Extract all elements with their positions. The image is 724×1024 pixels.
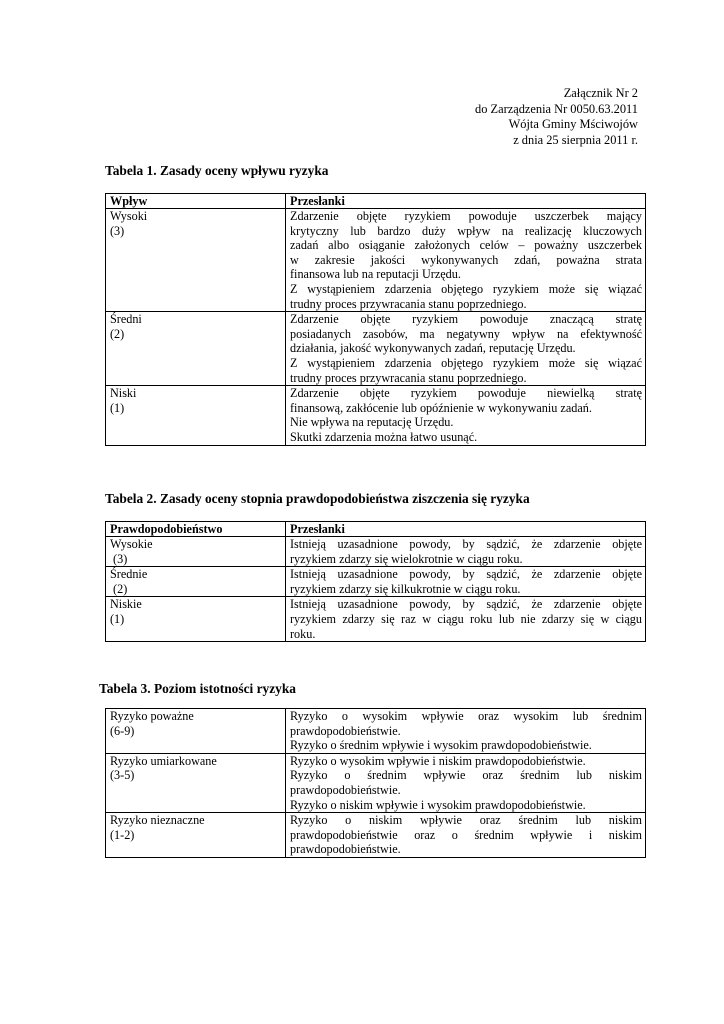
table2-row-level: Wysokie bbox=[110, 537, 153, 551]
table1 bbox=[105, 193, 646, 446]
table1-row-description-line: zadań albo osiąganie założonych celów – poważny uszczerbek bbox=[290, 238, 642, 253]
table1-row-description-line: trudny proces przywracania stanu poprzedniego. bbox=[290, 370, 527, 385]
table3-row-description-line: Ryzyko o średnim wpływie oraz średnim lub niskim bbox=[290, 768, 642, 783]
table2-header-row bbox=[106, 522, 646, 537]
table2-row-level: Niskie bbox=[110, 597, 142, 612]
table2-caption: Tabela 2. Zasady oceny stopnia prawdopodobieństwa ziszczenia się ryzyka bbox=[105, 491, 530, 506]
table2-row-description-line: Istnieją uzasadnione powody, by sądzić, że zdarzenie objęte bbox=[290, 567, 642, 582]
table2-row bbox=[106, 537, 646, 567]
table3-row-description-line: Ryzyko o niskim wpływie i wysokim prawdopodobieństwie. bbox=[290, 797, 586, 812]
table3-row-description-line: prawdopodobieństwie oraz o średnim wpływie i niskim bbox=[290, 827, 642, 842]
table1-row-description-cell bbox=[286, 386, 646, 445]
table2-row bbox=[106, 597, 646, 642]
table3-row bbox=[106, 709, 646, 754]
table1-row-description-line: Zdarzenie objęte ryzykiem powoduje niewielką stratę bbox=[290, 386, 642, 401]
table1-row-description-line: w zakresie jakości wykonywanych zdań, poważna strata bbox=[290, 252, 642, 267]
table3-row-description-cell bbox=[286, 709, 646, 754]
header-line-4: z dnia 25 sierpnia 2011 r. bbox=[513, 132, 638, 147]
table1-row-description-line: finansową, zakłócenie lub opóźnienie w wykonywaniu zadań. bbox=[290, 400, 592, 415]
table1-row-score: (3) bbox=[110, 223, 125, 238]
table3-row-level: Ryzyko poważne bbox=[110, 709, 194, 723]
table2-row-label-cell bbox=[106, 567, 286, 597]
table3-row bbox=[106, 813, 646, 858]
table2-row-description-cell bbox=[286, 567, 646, 597]
table2-row-label-cell bbox=[106, 597, 286, 642]
table2-row-description-line: ryzykiem zdarzy się raz w ciągu roku lub nie zdarzy się w ciągu bbox=[290, 611, 642, 626]
header-line-2: do Zarządzenia Nr 0050.63.2011 bbox=[475, 101, 638, 116]
table1-row bbox=[106, 209, 646, 312]
table3-row-description-cell bbox=[286, 753, 646, 812]
table1-row-score: (2) bbox=[110, 326, 125, 341]
table3-row-description-line: Ryzyko o średnim wpływie i wysokim prawdopodobieństwie. bbox=[290, 738, 592, 753]
table1-row-label-cell bbox=[106, 312, 286, 386]
table3-row-description-line: Ryzyko o wysokim wpływie i niskim prawdopodobieństwie. bbox=[290, 753, 586, 768]
table2-row-description-line: Istnieją uzasadnione powody, by sądzić, że zdarzenie objęte bbox=[290, 597, 642, 612]
table2-row-level: Średnie bbox=[110, 567, 148, 582]
table2-row-description-line: ryzykiem zdarzy się wielokrotnie w ciągu roku. bbox=[290, 551, 523, 566]
table2-header-col2: Przesłanki bbox=[286, 522, 646, 537]
table1-row-description-line: posiadanych zasobów, ma negatywny wpływ na efektywność bbox=[290, 326, 642, 341]
table1-header-row bbox=[106, 194, 646, 209]
table3-row-description-line: prawdopodobieństwie. bbox=[290, 723, 401, 738]
table3-row-description-line: Ryzyko o niskim wpływie oraz średnim lub niskim bbox=[290, 813, 642, 828]
header-line-3: Wójta Gminy Mściwojów bbox=[508, 117, 638, 132]
table1-row-description-line: Z wystąpieniem zdarzenia objętego ryzykiem może się wiązać bbox=[290, 355, 642, 370]
table3-row-level: Ryzyko umiarkowane bbox=[110, 753, 217, 768]
table1-row-description-cell bbox=[286, 209, 646, 312]
table1-header-col1: Wpływ bbox=[106, 194, 286, 209]
table3-row-description-cell bbox=[286, 813, 646, 858]
table3-row-level: Ryzyko nieznaczne bbox=[110, 813, 205, 828]
table2-row-description-line: roku. bbox=[290, 626, 316, 641]
table1-row bbox=[106, 312, 646, 386]
table1-row-score: (1) bbox=[110, 400, 125, 415]
table2-header-col1: Prawdopodobieństwo bbox=[106, 522, 286, 537]
table3-row-description-line: prawdopodobieństwie. bbox=[290, 842, 401, 857]
table2-row-description-cell bbox=[286, 597, 646, 642]
table3-row-score: (1-2) bbox=[110, 827, 135, 842]
table3-row-score: (3-5) bbox=[110, 768, 135, 783]
document-header bbox=[338, 86, 638, 148]
table2-row-score: (1) bbox=[110, 611, 125, 626]
table3 bbox=[105, 708, 646, 858]
table1-row bbox=[106, 386, 646, 445]
table1-row-description-cell bbox=[286, 312, 646, 386]
table1-row-description-line: Skutki zdarzenia można łatwo usunąć. bbox=[290, 429, 478, 444]
table2 bbox=[105, 521, 646, 642]
table2-row-score: (3) bbox=[110, 551, 128, 566]
table1-row-description-line: krytyczny lub bardzo duży wpływ na realizację kluczowych bbox=[290, 223, 642, 238]
table2-row-score: (2) bbox=[110, 581, 128, 596]
table3-row-description-line: Ryzyko o wysokim wpływie oraz wysokim lub średnim bbox=[290, 709, 642, 723]
table1-row-description-line: trudny proces przywracania stanu poprzedniego. bbox=[290, 296, 527, 311]
table3-row-description-line: prawdopodobieństwie. bbox=[290, 782, 401, 797]
table3-caption: Tabela 3. Poziom istotności ryzyka bbox=[99, 681, 297, 696]
table2-row-label-cell bbox=[106, 537, 286, 567]
table2-row-description-line: ryzykiem zdarzy się kilkukrotnie w ciągu roku. bbox=[290, 581, 521, 596]
table1-row-label-cell bbox=[106, 209, 286, 312]
table2-row bbox=[106, 567, 646, 597]
header-line-1: Załącznik Nr 2 bbox=[563, 86, 638, 100]
table1-row-description-line: Zdarzenie objęte ryzykiem powoduje znaczącą stratę bbox=[290, 312, 642, 327]
table1-row-description-line: działania, jakość wykonywanych zadań, reputację Urzędu. bbox=[290, 341, 576, 356]
table1-header-col2: Przesłanki bbox=[286, 194, 646, 209]
table1-row-level: Średni bbox=[110, 312, 142, 327]
table3-row-label-cell bbox=[106, 813, 286, 858]
table2-row-description-cell bbox=[286, 537, 646, 567]
table1-row-description-line: finansowa lub na reputacji Urzędu. bbox=[290, 267, 461, 282]
table1-caption: Tabela 1. Zasady oceny wpływu ryzyka bbox=[105, 163, 329, 178]
table1-row-description-line: Zdarzenie objęte ryzykiem powoduje uszczerbek mający bbox=[290, 209, 642, 223]
table1-row-description-line: Nie wpływa na reputację Urzędu. bbox=[290, 415, 454, 430]
table1-row-level: Wysoki bbox=[110, 209, 148, 223]
table3-row-label-cell bbox=[106, 709, 286, 754]
table3-row bbox=[106, 753, 646, 812]
table1-row-label-cell bbox=[106, 386, 286, 445]
table3-row-label-cell bbox=[106, 753, 286, 812]
table1-row-description-line: Z wystąpieniem zdarzenia objętego ryzykiem może się wiązać bbox=[290, 281, 642, 296]
table1-row-level: Niski bbox=[110, 386, 137, 401]
table2-row-description-line: Istnieją uzasadnione powody, by sądzić, że zdarzenie objęte bbox=[290, 537, 642, 551]
table3-row-score: (6-9) bbox=[110, 723, 135, 738]
